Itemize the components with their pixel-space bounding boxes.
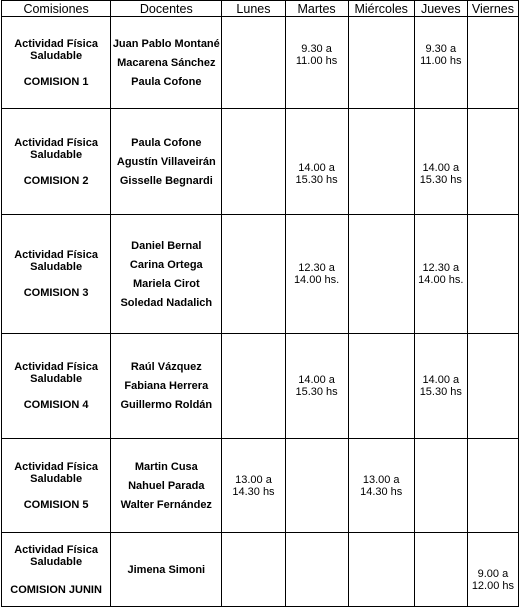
teacher-name: Daniel Bernal [131, 239, 202, 252]
teacher-name: Paula Cofone [131, 136, 202, 149]
slot-viernes [467, 215, 518, 334]
slot-lunes [222, 215, 285, 334]
commission-cell [2, 109, 111, 215]
slot-lunes [222, 334, 285, 439]
header-row [2, 1, 519, 17]
activity-name: Actividad Física Saludable [14, 543, 98, 568]
slot-martes: 9.30 a 11.00 hs [285, 17, 348, 109]
teacher-name: Nahuel Parada [128, 479, 205, 492]
table-row [2, 215, 519, 334]
teacher-name: Macarena Sánchez [117, 56, 216, 69]
header-miercoles: Miércoles [348, 1, 414, 17]
slot-lunes [222, 109, 285, 215]
teachers-cell [111, 533, 222, 607]
activity-name: Actividad Física Saludable [14, 249, 98, 273]
teacher-name: Raúl Vázquez [130, 361, 202, 373]
teacher-name: Juan Pablo Montané [112, 37, 220, 50]
slot-viernes: 9.00 a 12.00 hs [467, 533, 518, 607]
slot-viernes [467, 439, 518, 533]
header-docentes: Docentes [111, 1, 222, 17]
slot-miercoles [348, 215, 414, 334]
slot-viernes [467, 17, 518, 109]
slot-miercoles: 13.00 a 14.30 hs [348, 439, 414, 533]
slot-lunes: 13.00 a 14.30 hs [222, 439, 285, 533]
teacher-name: Fabiana Herrera [124, 380, 209, 392]
teachers-cell [111, 334, 222, 439]
commission-name: COMISION 2 [23, 174, 89, 187]
activity-name: Actividad Física Saludable [14, 460, 98, 485]
header-jueves: Jueves [414, 1, 467, 17]
teacher-name: Gisselle Begnardi [119, 174, 213, 187]
teacher-name: Walter Fernández [120, 498, 212, 511]
slot-jueves: 12.30 a 14.00 hs. [414, 215, 467, 334]
slot-lunes [222, 17, 285, 109]
slot-martes [285, 533, 348, 607]
commission-name: COMISION 5 [23, 498, 89, 511]
slot-lunes [222, 533, 285, 607]
slot-viernes [467, 334, 518, 439]
teachers-cell [111, 439, 222, 533]
commission-cell [2, 533, 111, 607]
schedule-table [1, 0, 519, 607]
header-viernes: Viernes [467, 1, 518, 17]
teacher-name: Mariela Cirot [132, 277, 200, 290]
table-row [2, 334, 519, 439]
teacher-name: Agustín Villaveirán [116, 155, 216, 168]
slot-miercoles [348, 533, 414, 607]
teachers-cell [111, 17, 222, 109]
header-comisiones: Comisiones [2, 1, 111, 17]
slot-miercoles [348, 17, 414, 109]
slot-martes: 14.00 a 15.30 hs [285, 109, 348, 215]
teachers-cell [111, 215, 222, 334]
slot-martes: 14.00 a 15.30 hs [285, 334, 348, 439]
teacher-name: Paula Cofone [131, 75, 202, 88]
commission-name: COMISION 4 [23, 399, 89, 411]
header-lunes: Lunes [222, 1, 285, 17]
teacher-name: Jimena Simoni [127, 563, 206, 576]
teacher-name: Soledad Nadalich [120, 296, 213, 309]
table-row [2, 533, 519, 607]
activity-name: Actividad Física Saludable [14, 361, 98, 385]
slot-miercoles [348, 109, 414, 215]
table-row [2, 439, 519, 533]
slot-jueves: 9.30 a 11.00 hs [414, 17, 467, 109]
activity-name: Actividad Física Saludable [14, 37, 98, 62]
slot-jueves [414, 439, 467, 533]
commission-cell [2, 215, 111, 334]
teacher-name: Martin Cusa [134, 460, 198, 473]
teacher-name: Carina Ortega [129, 258, 203, 271]
teachers-cell [111, 109, 222, 215]
activity-name: Actividad Física Saludable [14, 136, 98, 161]
commission-cell [2, 439, 111, 533]
slot-jueves: 14.00 a 15.30 hs [414, 334, 467, 439]
slot-martes [285, 439, 348, 533]
table-row [2, 109, 519, 215]
slot-martes: 12.30 a 14.00 hs. [285, 215, 348, 334]
commission-name: COMISION 3 [23, 287, 89, 299]
commission-name: COMISION 1 [23, 75, 89, 88]
teacher-name: Guillermo Roldán [120, 399, 213, 411]
slot-jueves [414, 533, 467, 607]
slot-viernes [467, 109, 518, 215]
slot-miercoles [348, 334, 414, 439]
table-row [2, 17, 519, 109]
commission-name: COMISION JUNIN [10, 583, 102, 596]
commission-cell [2, 17, 111, 109]
slot-jueves: 14.00 a 15.30 hs [414, 109, 467, 215]
commission-cell [2, 334, 111, 439]
header-martes: Martes [285, 1, 348, 17]
